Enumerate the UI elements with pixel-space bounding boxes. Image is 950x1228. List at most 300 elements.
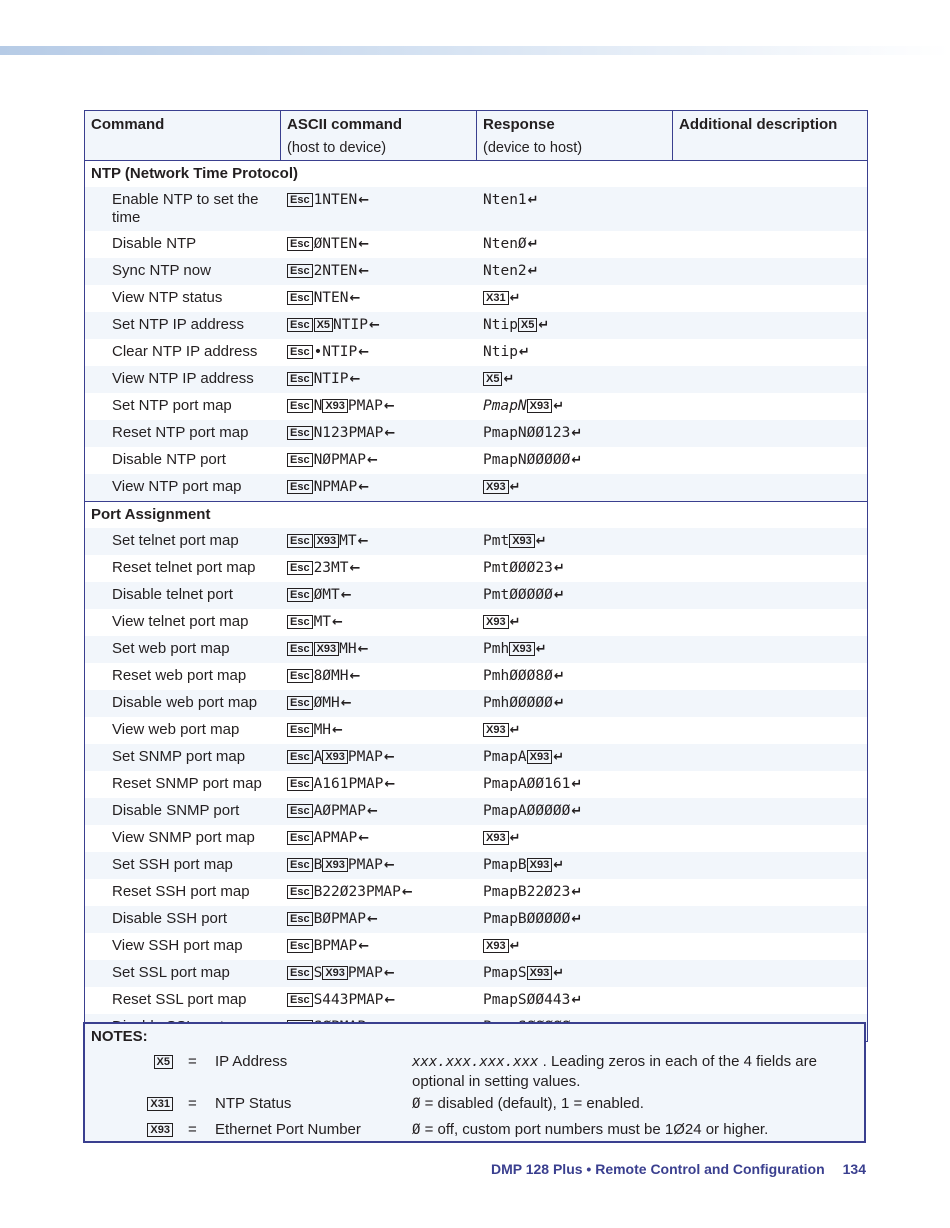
command-name: Reset SSH port map	[112, 883, 250, 900]
response	[477, 906, 673, 933]
return-icon: ↵	[503, 372, 515, 387]
command-text: NPMAP	[313, 479, 358, 495]
additional-description	[673, 798, 866, 825]
return-icon: ↵	[509, 831, 521, 846]
additional-description	[673, 528, 866, 555]
header-command-label: Command	[91, 116, 165, 133]
ascii-command	[281, 366, 477, 393]
return-icon: ↵	[538, 318, 550, 333]
response	[477, 258, 673, 285]
additional-description	[673, 609, 866, 636]
esc-key-icon: Esc	[287, 453, 313, 467]
return-icon: ↵	[535, 642, 547, 657]
esc-key-icon: Esc	[287, 669, 313, 683]
response	[477, 879, 673, 906]
command-text: PMAP	[347, 749, 383, 765]
return-icon: ↵	[527, 193, 539, 208]
additional-description	[673, 960, 866, 987]
ascii-command	[281, 663, 477, 690]
additional-description	[673, 187, 866, 231]
return-icon: ↵	[509, 723, 521, 738]
enter-arrow-icon: ←	[401, 885, 413, 900]
table-row	[85, 528, 867, 555]
command-text: S	[313, 965, 323, 981]
additional-description	[673, 906, 866, 933]
command-name: Disable web port map	[112, 694, 258, 711]
response	[477, 447, 673, 474]
command-text: BPMAP	[313, 938, 358, 954]
return-icon: ↵	[509, 291, 521, 306]
esc-key-icon: Esc	[287, 588, 313, 602]
command-text: B	[313, 857, 323, 873]
command-text: A	[313, 749, 323, 765]
ascii-command	[281, 339, 477, 366]
ascii-command	[281, 474, 477, 501]
table-row	[85, 879, 867, 906]
ascii-command	[281, 744, 477, 771]
enter-arrow-icon: ←	[358, 480, 370, 495]
esc-key-icon: Esc	[287, 777, 313, 791]
variable-box: X93	[527, 966, 553, 980]
ascii-command	[281, 960, 477, 987]
response	[477, 987, 673, 1014]
table-row	[85, 663, 867, 690]
esc-key-icon: Esc	[287, 480, 313, 494]
return-icon: ↵	[553, 561, 565, 576]
command-text: NTIP	[333, 317, 368, 333]
return-icon: ↵	[553, 858, 565, 873]
command-text: PmhØØØØØ	[483, 695, 553, 711]
additional-description	[673, 258, 866, 285]
response	[477, 960, 673, 987]
table-row	[85, 609, 867, 636]
command-name: Set SSL port map	[112, 964, 230, 981]
command-name: Sync NTP now	[112, 262, 211, 279]
table-row	[85, 906, 867, 933]
command-text: •NTIP	[313, 344, 358, 360]
command-text: PmapS	[483, 965, 527, 981]
additional-description	[673, 717, 866, 744]
page-number: 134	[842, 1161, 866, 1177]
command-text: NØPMAP	[313, 452, 366, 468]
ascii-command	[281, 258, 477, 285]
note-text: = disabled (default), 1 = enabled.	[420, 1095, 644, 1112]
enter-arrow-icon: ←	[384, 777, 396, 792]
response	[477, 474, 673, 501]
variable-box: X31	[147, 1097, 173, 1111]
command-text: 8ØMH	[313, 668, 349, 684]
enter-arrow-icon: ←	[383, 858, 395, 873]
response	[477, 663, 673, 690]
esc-key-icon: Esc	[287, 345, 313, 359]
note-equals: =	[188, 1121, 197, 1138]
additional-description	[673, 663, 866, 690]
table-row	[85, 717, 867, 744]
command-text: Pmh	[483, 641, 510, 657]
return-icon: ↵	[535, 534, 547, 549]
response	[477, 744, 673, 771]
return-icon: ↵	[553, 696, 565, 711]
table-row	[85, 771, 867, 798]
esc-key-icon: Esc	[287, 804, 313, 818]
ascii-command	[281, 690, 477, 717]
esc-key-icon: Esc	[287, 534, 313, 548]
note-symbol	[147, 1094, 173, 1113]
note-equals: =	[188, 1095, 197, 1112]
ascii-command	[281, 852, 477, 879]
command-text: BØPMAP	[313, 911, 366, 927]
additional-description	[673, 825, 866, 852]
enter-arrow-icon: ←	[340, 696, 352, 711]
variable-box: X93	[509, 642, 535, 656]
table-row	[85, 987, 867, 1014]
ascii-command	[281, 771, 477, 798]
header-ascii	[281, 111, 477, 160]
command-text: MT	[339, 533, 357, 549]
command-name: Reset SSL port map	[112, 991, 247, 1008]
command-text: PmapAØØØØØ	[483, 803, 571, 819]
command-text: Nten2	[483, 263, 527, 279]
ascii-command	[281, 447, 477, 474]
table-row	[85, 960, 867, 987]
note-description	[412, 1120, 852, 1140]
esc-key-icon: Esc	[287, 193, 313, 207]
ascii-command	[281, 582, 477, 609]
esc-key-icon: Esc	[287, 993, 313, 1007]
enter-arrow-icon: ←	[357, 534, 369, 549]
response	[477, 393, 673, 420]
table-row	[85, 231, 867, 258]
enter-arrow-icon: ←	[349, 291, 361, 306]
ascii-command	[281, 987, 477, 1014]
response	[477, 609, 673, 636]
variable-box: X93	[322, 966, 348, 980]
additional-description	[673, 420, 866, 447]
enter-arrow-icon: ←	[332, 723, 343, 738]
enter-arrow-icon: ←	[383, 750, 395, 765]
additional-description	[673, 393, 866, 420]
return-icon: ↵	[527, 264, 539, 279]
command-text: MH	[339, 641, 357, 657]
table-row	[85, 187, 867, 231]
additional-description	[673, 636, 866, 663]
table-row	[85, 690, 867, 717]
command-name: Reset NTP port map	[112, 424, 249, 441]
command-text: PmtØØØØØ	[483, 587, 553, 603]
enter-arrow-icon: ←	[358, 939, 370, 954]
additional-description	[673, 879, 866, 906]
section-title: Port Assignment	[85, 501, 867, 528]
command-name: Disable NTP	[112, 235, 197, 252]
return-icon: ↵	[509, 939, 521, 954]
esc-key-icon: Esc	[287, 237, 313, 251]
enter-arrow-icon: ←	[358, 193, 370, 208]
command-name: Set SNMP port map	[112, 748, 246, 765]
response	[477, 717, 673, 744]
response	[477, 339, 673, 366]
table-row	[85, 852, 867, 879]
additional-description	[673, 744, 866, 771]
table-row	[85, 447, 867, 474]
table-row	[85, 339, 867, 366]
command-name: Disable SNMP port	[112, 802, 240, 819]
variable-box: X93	[483, 723, 509, 737]
note-description	[412, 1094, 852, 1114]
header-response-label: Response	[483, 116, 555, 133]
command-text: PMAP	[347, 857, 383, 873]
command-text: Pmt	[483, 533, 510, 549]
command-text: NTEN	[313, 290, 349, 306]
response	[477, 420, 673, 447]
enter-arrow-icon: ←	[366, 912, 378, 927]
table-row	[85, 258, 867, 285]
table-row	[85, 555, 867, 582]
table-row	[85, 636, 867, 663]
return-icon: ↵	[571, 453, 583, 468]
command-text: 23MT	[313, 560, 349, 576]
command-text: NtenØ	[483, 236, 527, 252]
command-name: Disable NTP port	[112, 451, 226, 468]
command-name: View SSH port map	[112, 937, 243, 954]
additional-description	[673, 231, 866, 258]
esc-key-icon: Esc	[287, 615, 313, 629]
enter-arrow-icon: ←	[358, 831, 370, 846]
variable-box: X93	[509, 534, 535, 548]
response	[477, 636, 673, 663]
note-value: Ø	[412, 1122, 421, 1138]
command-text: PmapAØØ161	[483, 776, 571, 792]
response	[477, 231, 673, 258]
ascii-command	[281, 906, 477, 933]
variable-box: X93	[314, 534, 340, 548]
esc-key-icon: Esc	[287, 750, 313, 764]
additional-description	[673, 771, 866, 798]
variable-box: X5	[483, 372, 502, 386]
command-text: N123PMAP	[313, 425, 384, 441]
response	[477, 528, 673, 555]
command-text: Ntip	[483, 344, 518, 360]
additional-description	[673, 555, 866, 582]
esc-key-icon: Esc	[287, 642, 313, 656]
variable-box: X5	[314, 318, 333, 332]
command-text: AØPMAP	[313, 803, 366, 819]
esc-key-icon: Esc	[287, 264, 313, 278]
command-text: ØNTEN	[313, 236, 358, 252]
command-name: Disable telnet port	[112, 586, 233, 603]
command-text: Ntip	[483, 317, 518, 333]
command-name: View NTP status	[112, 289, 223, 306]
esc-key-icon: Esc	[287, 318, 313, 332]
header-description	[673, 111, 866, 160]
response	[477, 690, 673, 717]
command-name: Set SSH port map	[112, 856, 233, 873]
command-name: Reset telnet port map	[112, 559, 256, 576]
command-text: PmapA	[483, 749, 527, 765]
footer-title: DMP 128 Plus • Remote Control and Configuration	[490, 1161, 825, 1177]
esc-key-icon: Esc	[287, 831, 313, 845]
esc-key-icon: Esc	[287, 561, 313, 575]
page-footer	[491, 1161, 866, 1177]
header-ascii-label: ASCII command	[287, 116, 403, 133]
command-text: PmapB	[483, 857, 527, 873]
additional-description	[673, 582, 866, 609]
enter-arrow-icon: ←	[383, 966, 395, 981]
enter-arrow-icon: ←	[384, 993, 396, 1008]
esc-key-icon: Esc	[287, 912, 313, 926]
esc-key-icon: Esc	[287, 372, 313, 386]
table-row	[85, 474, 867, 501]
return-icon: ↵	[553, 588, 565, 603]
additional-description	[673, 312, 866, 339]
command-name: View web port map	[112, 721, 240, 738]
note-symbol	[147, 1120, 173, 1139]
response	[477, 771, 673, 798]
note-label: Ethernet Port Number	[215, 1121, 361, 1138]
esc-key-icon: Esc	[287, 696, 313, 710]
additional-description	[673, 852, 866, 879]
variable-box: X93	[483, 939, 509, 953]
return-icon: ↵	[553, 750, 565, 765]
additional-description	[673, 987, 866, 1014]
variable-box: X93	[322, 399, 348, 413]
command-text: PmtØØØ23	[483, 560, 553, 576]
esc-key-icon: Esc	[287, 885, 313, 899]
table-row	[85, 285, 867, 312]
ascii-command	[281, 555, 477, 582]
additional-description	[673, 690, 866, 717]
command-name: View SNMP port map	[112, 829, 255, 846]
variable-box: X93	[322, 750, 348, 764]
command-name: View telnet port map	[112, 613, 249, 630]
return-icon: ↵	[527, 237, 539, 252]
esc-key-icon: Esc	[287, 939, 313, 953]
return-icon: ↵	[553, 966, 565, 981]
enter-arrow-icon: ←	[349, 669, 361, 684]
section-title: NTP (Network Time Protocol)	[85, 161, 867, 187]
variable-box: X93	[314, 642, 340, 656]
note-text: . Leading zeros in each of the 4 fields are optional in setting values.	[412, 1053, 817, 1090]
notes-box	[83, 1022, 866, 1143]
enter-arrow-icon: ←	[349, 372, 361, 387]
enter-arrow-icon: ←	[332, 615, 343, 630]
header-response	[477, 111, 673, 160]
command-table	[84, 110, 868, 1042]
ascii-command	[281, 528, 477, 555]
command-text: PmapNØØØØØ	[483, 452, 571, 468]
ascii-command	[281, 187, 477, 231]
command-text: 2NTEN	[313, 263, 358, 279]
note-label: NTP Status	[215, 1095, 292, 1112]
note-equals: =	[188, 1053, 197, 1070]
note-label: IP Address	[215, 1053, 288, 1070]
esc-key-icon: Esc	[287, 723, 313, 737]
ascii-command	[281, 933, 477, 960]
command-text: PmapNØØ123	[483, 425, 571, 441]
command-name: Disable SSH port	[112, 910, 228, 927]
command-text: PMAP	[347, 965, 383, 981]
enter-arrow-icon: ←	[340, 588, 352, 603]
enter-arrow-icon: ←	[384, 426, 396, 441]
response	[477, 582, 673, 609]
ascii-command	[281, 312, 477, 339]
command-name: View NTP IP address	[112, 370, 254, 387]
note-value: Ø	[412, 1096, 421, 1112]
ascii-command	[281, 285, 477, 312]
return-icon: ↵	[518, 345, 530, 360]
note-value: xxx.xxx.xxx.xxx	[412, 1054, 539, 1070]
command-text: A161PMAP	[313, 776, 384, 792]
additional-description	[673, 339, 866, 366]
ascii-command	[281, 636, 477, 663]
response	[477, 285, 673, 312]
command-text: N	[313, 398, 323, 414]
ascii-command	[281, 231, 477, 258]
table-row	[85, 366, 867, 393]
additional-description	[673, 447, 866, 474]
table-body	[85, 161, 867, 1041]
additional-description	[673, 474, 866, 501]
esc-key-icon: Esc	[287, 426, 313, 440]
table-row	[85, 312, 867, 339]
enter-arrow-icon: ←	[349, 561, 361, 576]
variable-box: X93	[483, 480, 509, 494]
response	[477, 555, 673, 582]
command-name: Set telnet port map	[112, 532, 239, 549]
table-row	[85, 420, 867, 447]
table-row	[85, 825, 867, 852]
command-text: PMAP	[347, 398, 383, 414]
variable-box: X5	[154, 1055, 173, 1069]
return-icon: ↵	[571, 426, 583, 441]
variable-box: X93	[527, 750, 553, 764]
command-text: 1NTEN	[313, 192, 358, 208]
command-text: MH	[313, 722, 332, 738]
esc-key-icon: Esc	[287, 399, 313, 413]
note-description	[412, 1052, 852, 1091]
enter-arrow-icon: ←	[358, 264, 370, 279]
command-name: Set NTP IP address	[112, 316, 245, 333]
enter-arrow-icon: ←	[383, 399, 395, 414]
command-name: Set NTP port map	[112, 397, 232, 414]
additional-description	[673, 366, 866, 393]
header-ascii-sub: (host to device)	[287, 140, 387, 156]
return-icon: ↵	[571, 993, 583, 1008]
variable-box: X93	[483, 831, 509, 845]
response	[477, 825, 673, 852]
table-row	[85, 933, 867, 960]
enter-arrow-icon: ←	[366, 804, 378, 819]
ascii-command	[281, 609, 477, 636]
header-description-label: Additional description	[679, 116, 838, 133]
ascii-command	[281, 879, 477, 906]
enter-arrow-icon: ←	[368, 318, 380, 333]
variable-box: X31	[483, 291, 509, 305]
ascii-command	[281, 717, 477, 744]
additional-description	[673, 285, 866, 312]
table-row	[85, 744, 867, 771]
command-text: ØMT	[313, 587, 340, 603]
enter-arrow-icon: ←	[357, 642, 369, 657]
command-text: Nten1	[483, 192, 527, 208]
command-text: S443PMAP	[313, 992, 384, 1008]
command-name: Set web port map	[112, 640, 230, 657]
response	[477, 187, 673, 231]
variable-box: X93	[322, 858, 348, 872]
command-name: View NTP port map	[112, 478, 242, 495]
esc-key-icon: Esc	[287, 291, 313, 305]
header-gradient-bar	[0, 46, 950, 55]
response	[477, 312, 673, 339]
